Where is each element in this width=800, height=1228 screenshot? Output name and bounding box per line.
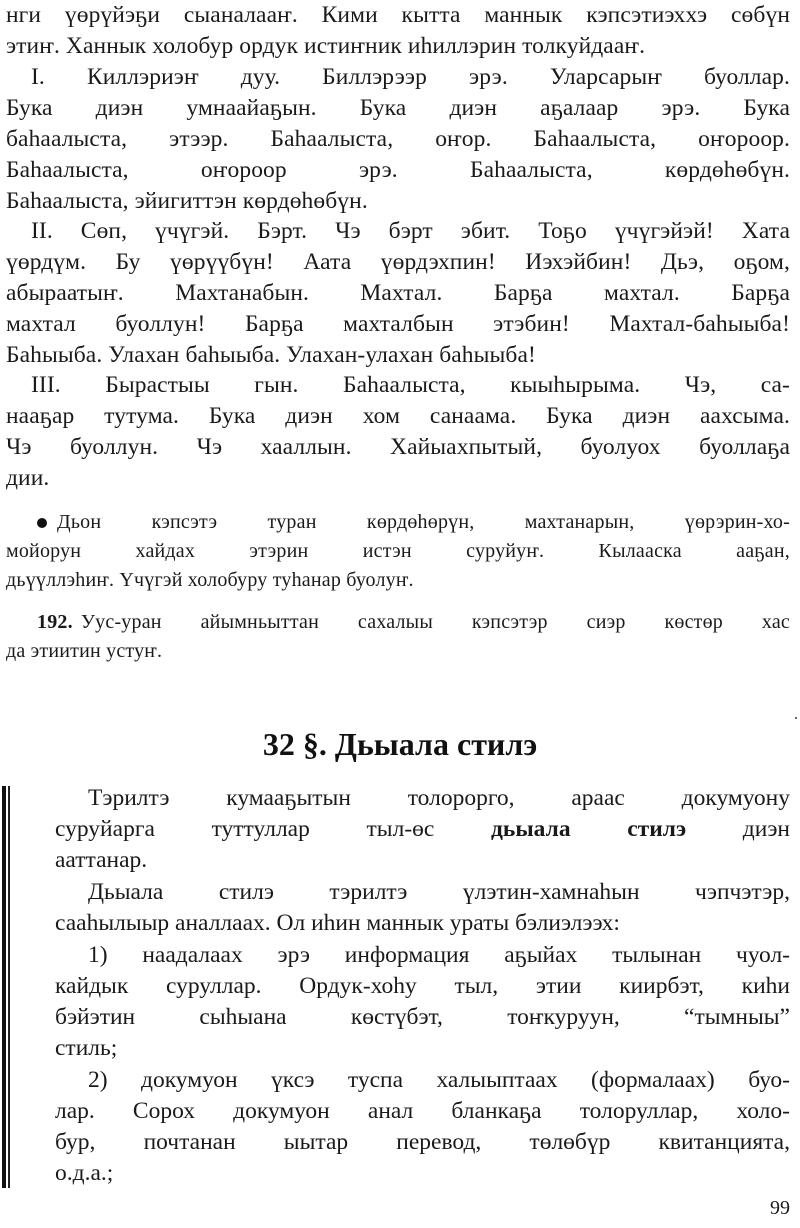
text-run: суруйарга туттуллар тыл-өс (55, 816, 492, 842)
text-line: бур, почтанан ыытар перевод, төлөбүр квитанцията, (55, 1129, 790, 1155)
text-line: үөрдүм. Бу үөрүүбүн! Аата үөрдэхпин! Иэхэйбин! Дьэ, оҕом, (6, 249, 790, 275)
text-run: диэн (686, 816, 790, 842)
exercise-192 (6, 608, 790, 666)
text-line: сааһылыыр аналлаах. Ол иһин маннык ураты бэлиэлээх: (55, 910, 620, 936)
text-line: Тэрилтэ кумааҕытын толорорго, араас докумуону (88, 785, 790, 811)
text-line: Чэ буоллун. Чэ хааллын. Хайыахпытый, буолуох буоллаҕа (6, 434, 790, 460)
text-line: II. Сөп, үчүгэй. Бэрт. Чэ бэрт эбит. Тоҕо үчүгэйэй! Хата (31, 218, 790, 244)
text-line: абыраатыҥ. Махтанабын. Махтал. Барҕа махтал. Барҕа (6, 280, 790, 306)
text-line: кайдык суруллар. Ордук-хоһу тыл, этии киирбэт, киһи (55, 973, 790, 999)
text-line (55, 814, 790, 845)
text-line: махтал буоллун! Барҕа махталбын этэбин! Махтал-баһыыба! (6, 311, 790, 337)
example-iii-paragraph (6, 370, 790, 494)
text-line: III. Бырастыы гын. Баһаалыста, кыыһырыма. Чэ, са- (31, 372, 790, 398)
term-bold: дьыала стилэ (491, 816, 687, 842)
bullet-icon (37, 518, 47, 528)
section-paragraph-1 (55, 783, 790, 876)
text-line: стиль; (55, 1035, 118, 1061)
exercise-first-line: Уус-уран айымньыттан сахалыы кэпсэтэр сиэр көстөр хас (80, 611, 790, 633)
margin-rule-thin (8, 786, 10, 1188)
text-line: Баһыыба. Улахан баһыыба. Улахан-улахан баһыыба! (6, 342, 536, 368)
text-line: Баһаалыста, оҥороор эрэ. Баһаалыста, көрдөһөбүн. (6, 157, 790, 183)
text-line: мойорун хайдах этэрин истэн суруйуҥ. Кылааска ааҕан, (6, 540, 790, 562)
scan-mark (795, 717, 797, 719)
text-line: Баһаалыста, эйигиттэн көрдөһөбүн. (6, 188, 368, 214)
text-line: баһаалыста, этээр. Баһаалыста, оҥор. Баһаалыста, оҥороор. (6, 126, 790, 152)
text-line: I. Киллэриэҥ дуу. Биллэрээр эрэ. Уларсарыҥ буоллар. (31, 64, 790, 90)
text-line: лар. Сорох докумуон анал бланкаҕа толоруллар, холо- (55, 1098, 790, 1124)
list-item-1 (55, 940, 790, 1064)
margin-rule-thick (2, 786, 6, 1188)
text-line: Бука диэн умнаайаҕын. Бука диэн аҕалаар эрэ. Бука (6, 95, 790, 121)
example-i-paragraph (6, 62, 790, 217)
task-note (6, 508, 790, 595)
text-line: 2) докумуон үксэ туспа халыыптаах (формалаах) буо- (88, 1067, 790, 1093)
text-line: ааттанар. (55, 847, 148, 873)
list-item-2 (55, 1065, 790, 1189)
page-number: 99 (770, 1197, 790, 1219)
text-line: о.д.а.; (55, 1160, 114, 1186)
text-line: дьүүллэһиҥ. Үчүгэй холобуру туһанар буолуҥ. (6, 569, 414, 591)
text-line (6, 508, 790, 537)
task-note-first-line: Дьон кэпсэтэ туран көрдөһөрүн, махтанарын, үөрэрин-хо- (57, 511, 790, 533)
text-line: Дьыала стилэ тэрилтэ үлэтин-хамнаһын чэпчэтэр, (88, 879, 790, 905)
text-line: дии. (6, 465, 50, 491)
text-line: нги үөрүйэҕи сыаналааҥ. Кими кытта маннык кэпсэтиэххэ сөбүн (6, 2, 790, 28)
text-line: этиҥ. Ханнык холобур ордук истиҥник иһиллэрин толкуйдааҥ. (6, 33, 646, 59)
example-ii-paragraph (6, 216, 790, 371)
exercise-number: 192. (37, 611, 73, 633)
section-paragraph-2 (55, 877, 790, 939)
text-line (6, 608, 790, 637)
intro-paragraph (6, 0, 790, 62)
text-line: да этиитин устуҥ. (6, 640, 163, 662)
text-line: нааҕар тутума. Бука диэн хом санаама. Бука диэн аахсыма. (6, 403, 790, 429)
section-title: 32 §. Дьыала стилэ (262, 726, 538, 762)
text-line: 1) наадалаах эрэ информация аҕыйах тылынан чуол- (88, 942, 790, 968)
text-line: бэйэтин сыһыана көстүбэт, тоҥкуруун, “тымныы” (55, 1004, 790, 1030)
